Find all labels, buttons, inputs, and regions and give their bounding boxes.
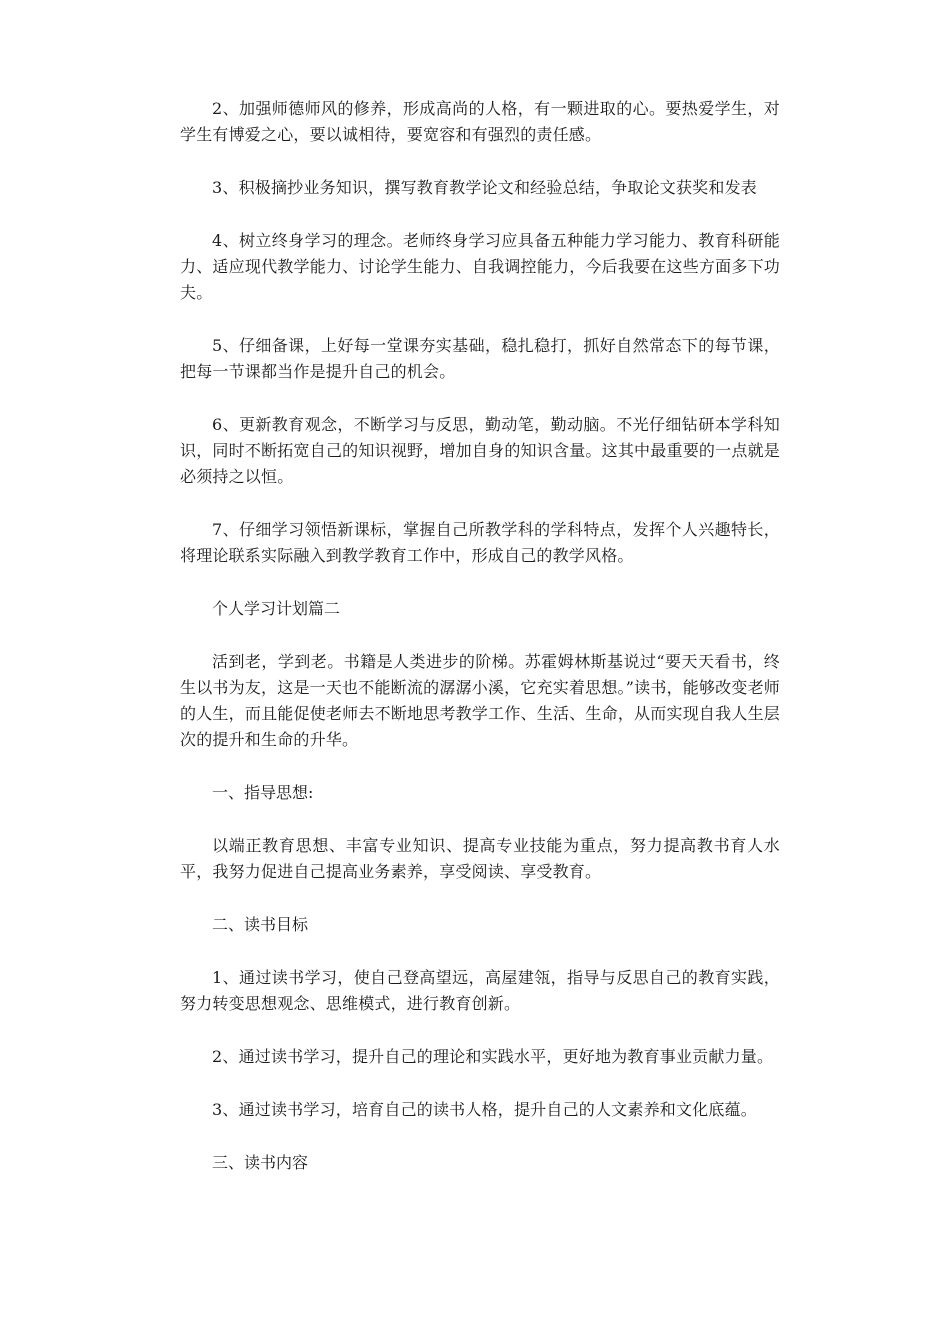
goal-item-2: 2、通过读书学习，提升自己的理论和实践水平，更好地为教育事业贡献力量。 — [212, 1047, 774, 1066]
paragraph-item-4: 4、树立终身学习的理念。老师终身学习应具备五种能力学习能力、教育科研能力、适应现代教学能力、讨论学生能力、自我调控能力，今后我要在这些方面多下功夫。 — [180, 231, 780, 302]
paragraph-item-7: 7、仔细学习领悟新课标，掌握自己所教学科的学科特点，发挥个人兴趣特长，将理论联系实际融入到教学教育工作中，形成自己的教学风格。 — [180, 520, 780, 565]
goal-item-3: 3、通过读书学习，培育自己的读书人格，提升自己的人文素养和文化底蕴。 — [212, 1100, 757, 1119]
section-title: 个人学习计划篇二 — [212, 599, 341, 618]
paragraph-item-5: 5、仔细备课，上好每一堂课夯实基础，稳扎稳打，抓好自然常态下的每节课，把每一节课都当作是提升自己的机会。 — [180, 336, 780, 381]
paragraph-item-6: 6、更新教育观念，不断学习与反思，勤动笔，勤动脑。不光仔细钻研本学科知识，同时不断拓宽自己的知识视野，增加自身的知识含量。这其中最重要的一点就是必须持之以恒。 — [180, 415, 780, 486]
heading-reading-content: 三、读书内容 — [212, 1153, 309, 1172]
heading-guiding-thought: 一、指导思想: — [212, 783, 314, 802]
paragraph-item-3: 3、积极摘抄业务知识，撰写教育教学论文和经验总结，争取论文获奖和发表 — [212, 178, 757, 197]
goal-item-1: 1、通过读书学习，使自己登高望远，高屋建瓴，指导与反思自己的教育实践，努力转变思想观念、思维模式，进行教育创新。 — [180, 968, 780, 1013]
document-body — [180, 96, 780, 1203]
paragraph-item-2: 2、加强师德师风的修养，形成高尚的人格，有一颗进取的心。要热爱学生，对学生有博爱之心，要以诚相待，要宽容和有强烈的责任感。 — [180, 99, 780, 144]
guiding-thought-paragraph: 以端正教育思想、丰富专业知识、提高专业技能为重点，努力提高教书育人水平，我努力促进自己提高业务素养，享受阅读、享受教育。 — [180, 836, 780, 881]
intro-paragraph: 活到老，学到老。书籍是人类进步的阶梯。苏霍姆林斯基说过“要天天看书，终生以书为友，这是一天也不能断流的潺潺小溪，它充实着思想。”读书，能够改变老师的人生，而且能促使老师去不断地思考教学工作、生活、生命，从而实现自我人生层次的提升和生命的升华。 — [180, 652, 780, 749]
heading-reading-goals: 二、读书目标 — [212, 915, 309, 934]
